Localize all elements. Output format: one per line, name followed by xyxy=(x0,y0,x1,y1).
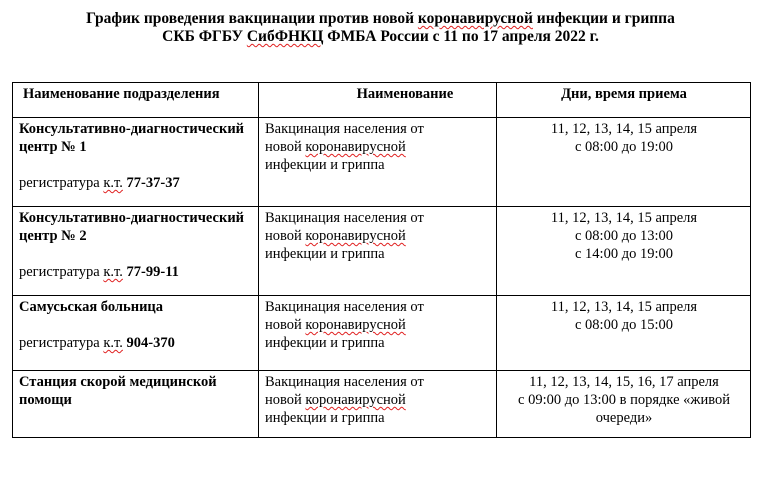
document-title-line-1: График проведения вакцинации против новой коронавирусной инфекции и гриппа xyxy=(86,10,675,27)
table-header-row xyxy=(13,83,751,118)
days-cell: 11, 12, 13, 14, 15 апреля с 08:00 до 19:00 xyxy=(497,118,751,207)
spellcheck-word: СибФНКЦ xyxy=(246,28,324,45)
spellcheck-word: коронавирусной xyxy=(305,228,406,244)
header-unit: Наименование подразделения xyxy=(13,83,259,118)
registry-phone: регистратура к.т. 77-99-11 xyxy=(19,264,179,280)
table-row xyxy=(13,118,751,207)
vaccination-schedule-table xyxy=(12,82,751,438)
spellcheck-word: коронавирусной xyxy=(305,392,406,408)
unit-name: Станция скорой медицинской помощи xyxy=(19,374,217,408)
table-row xyxy=(13,207,751,296)
table-row xyxy=(13,296,751,371)
header-name: Наименование xyxy=(259,83,497,118)
unit-name: Самусьская больница xyxy=(19,299,164,315)
spellcheck-word: коронавирусной xyxy=(305,139,406,155)
service-cell: Вакцинация населения от новой коронавирусной инфекции и гриппа xyxy=(259,207,497,296)
unit-cell xyxy=(13,371,259,438)
days-cell: 11, 12, 13, 14, 15, 16, 17 апреля с 09:00 до 13:00 в порядке «живой очереди» xyxy=(497,371,751,438)
table-row xyxy=(13,371,751,438)
service-cell: Вакцинация населения от новой коронавирусной инфекции и гриппа xyxy=(259,371,497,438)
unit-name: Консультативно-диагностический центр № 1 xyxy=(19,121,245,155)
unit-cell xyxy=(13,207,259,296)
unit-cell xyxy=(13,118,259,207)
service-cell: Вакцинация населения от новой коронавирусной инфекции и гриппа xyxy=(259,118,497,207)
registry-phone: регистратура к.т. 904-370 xyxy=(19,335,175,351)
spellcheck-word: коронавирусной xyxy=(305,317,406,333)
spellcheck-word: коронавирусной xyxy=(417,10,533,27)
service-cell: Вакцинация населения от новой коронавирусной инфекции и гриппа xyxy=(259,296,497,371)
registry-phone: регистратура к.т. 77-37-37 xyxy=(19,175,180,191)
header-days: Дни, время приема xyxy=(497,83,751,118)
days-cell: 11, 12, 13, 14, 15 апреля с 08:00 до 15:00 xyxy=(497,296,751,371)
document-title-line-2: СКБ ФГБУ СибФНКЦ ФМБА России с 11 по 17 апреля 2022 г. xyxy=(162,28,599,45)
unit-name: Консультативно-диагностический центр № 2 xyxy=(19,210,245,244)
days-cell: 11, 12, 13, 14, 15 апреля с 08:00 до 13:00 с 14:00 до 19:00 xyxy=(497,207,751,296)
unit-cell xyxy=(13,296,259,371)
